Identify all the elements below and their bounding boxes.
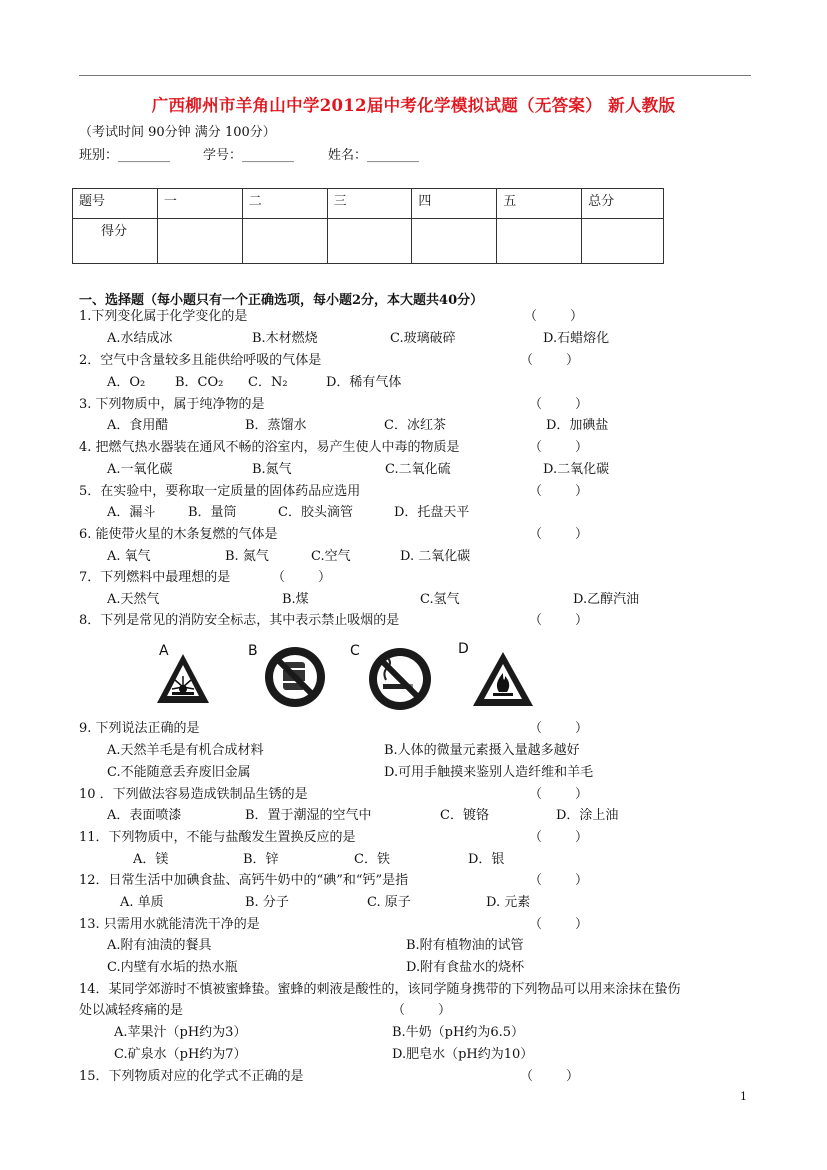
answer-blank: （ ） xyxy=(529,830,589,845)
option: B.氮气 xyxy=(252,462,292,477)
question-stem: 3. 下列物质中，属于纯净物的是 xyxy=(79,397,265,412)
option: D.肥皂水（pH约为10） xyxy=(392,1047,534,1062)
option: A．镁 xyxy=(133,852,169,867)
option: A.天然气 xyxy=(107,592,160,607)
option: B.木材燃烧 xyxy=(252,331,318,346)
sign-d xyxy=(455,640,555,715)
question-stem: 2．空气中含量较多且能供给呼吸的气体是 xyxy=(79,353,322,368)
answer-blank: （ ） xyxy=(529,484,589,499)
option: D.可用手触摸来鉴别人造纤维和羊毛 xyxy=(384,765,594,780)
score-header-cell: 题号 xyxy=(73,189,158,219)
option: B.附有植物油的试管 xyxy=(406,938,524,953)
option: C.氢气 xyxy=(420,592,460,607)
question-stem: 11．下列物质中，不能与盐酸发生置换反应的是 xyxy=(79,830,356,845)
question-stem: 5．在实验中，要称取一定质量的固体药品应选用 xyxy=(79,484,361,499)
option: C.矿泉水（pH约为7） xyxy=(114,1047,247,1062)
answer-blank: （ ） xyxy=(520,1069,580,1084)
option: D.二氧化碳 xyxy=(543,462,610,477)
score-cell xyxy=(412,219,497,264)
answer-blank: （ ） xyxy=(529,440,589,455)
score-cell xyxy=(242,219,327,264)
exam-info: （考试时间 90分钟 满分 100分） xyxy=(79,125,276,140)
option: A.天然羊毛是有机合成材料 xyxy=(107,743,264,758)
option: A.水结成冰 xyxy=(107,331,173,346)
page-title: 广西柳州市羊角山中学2012届中考化学模拟试题（无答案） 新人教版 xyxy=(151,96,676,115)
question-stem: 8．下列是常见的消防安全标志，其中表示禁止吸烟的是 xyxy=(79,613,400,628)
option: A.苹果汁（pH约为3） xyxy=(114,1025,247,1040)
option: B．量筒 xyxy=(188,505,237,520)
option: C.不能随意丢弃废旧金属 xyxy=(107,765,251,780)
option: C．镀铬 xyxy=(440,808,489,823)
answer-blank: （ ） xyxy=(520,353,580,368)
option: A.附有油渍的餐具 xyxy=(107,938,212,953)
question-stem: 12．日常生活中加碘食盐、高钙牛奶中的“碘”和“钙”是指 xyxy=(79,873,409,888)
option: B.煤 xyxy=(282,592,309,607)
student-number-field: 学号：________ xyxy=(203,148,295,163)
score-header-cell: 一 xyxy=(157,189,242,219)
answer-blank: （ ） xyxy=(529,787,589,802)
score-cell xyxy=(157,219,242,264)
option: A. 氧气 xyxy=(107,549,151,564)
score-header-cell: 四 xyxy=(412,189,497,219)
score-table-header-row xyxy=(73,189,664,219)
score-cell xyxy=(327,219,412,264)
question-stem: 10 ．下列做法容易造成铁制品生锈的是 xyxy=(79,787,308,802)
option: D. 二氧化碳 xyxy=(400,549,471,564)
score-cell xyxy=(582,219,664,264)
option: B. 氮气 xyxy=(225,549,269,564)
option: B．蒸馏水 xyxy=(245,418,307,433)
option: C.玻璃破碎 xyxy=(390,331,456,346)
option: B.牛奶（pH约为6.5） xyxy=(392,1025,525,1040)
sign-label: D xyxy=(458,641,469,657)
question-stem: 13. 只需用水就能清洗干净的是 xyxy=(79,917,260,932)
score-header-cell: 三 xyxy=(327,189,412,219)
answer-blank: （ ） xyxy=(529,397,589,412)
option: D．银 xyxy=(468,852,505,867)
option: C. 原子 xyxy=(367,895,411,910)
sign-label: A xyxy=(159,643,169,659)
question-stem: 15．下列物质对应的化学式不正确的是 xyxy=(79,1069,304,1084)
option: C.内壁有水垢的热水瓶 xyxy=(107,960,238,975)
sign-a xyxy=(150,640,240,715)
option: A．漏斗 xyxy=(107,505,156,520)
option: C．N₂ xyxy=(248,375,288,390)
question-stem: 14．某同学郊游时不慎被蜜蜂蛰。蜜蜂的刺液是酸性的，该同学随身携带的下列物品可以用来涂抹在蛰伤 xyxy=(79,982,681,997)
score-cell xyxy=(497,219,582,264)
class-field: 班别：________ xyxy=(79,148,171,163)
option: B. 分子 xyxy=(245,895,289,910)
header-rule xyxy=(79,75,751,76)
option: C.二氧化硫 xyxy=(385,462,451,477)
option: A．O₂ xyxy=(107,375,146,390)
option: A. 单质 xyxy=(120,895,164,910)
no-smoking-icon xyxy=(350,640,450,715)
answer-blank: （ ） xyxy=(392,1003,452,1018)
question-stem: 4. 把燃气热水器装在通风不畅的浴室内，易产生使人中毒的物质是 xyxy=(79,440,460,455)
option: A．食用醋 xyxy=(107,418,169,433)
flammable-warning-icon xyxy=(455,640,555,715)
sign-label: C xyxy=(350,643,360,659)
sign-c xyxy=(350,640,450,715)
score-table-score-row xyxy=(73,219,664,264)
answer-blank: （ ） xyxy=(529,721,589,736)
option: D．加碘盐 xyxy=(546,418,609,433)
sign-label: B xyxy=(248,643,258,659)
answer-blank: （ ） xyxy=(529,527,589,542)
option: B．置于潮湿的空气中 xyxy=(245,808,372,823)
option: B．锌 xyxy=(243,852,279,867)
answer-blank: （ ） xyxy=(529,917,589,932)
option: C.空气 xyxy=(311,549,351,564)
score-header-cell: 总分 xyxy=(582,189,664,219)
student-name-field: 姓名：________ xyxy=(328,148,420,163)
question-stem: 6. 能使带火星的木条复燃的气体是 xyxy=(79,527,278,542)
option: D．托盘天平 xyxy=(394,505,470,520)
prohibition-barrel-icon xyxy=(245,640,355,715)
option: B．CO₂ xyxy=(175,375,224,390)
question-stem: 1.下列变化属于化学变化的是 xyxy=(79,309,248,324)
option: C．冰红茶 xyxy=(384,418,446,433)
option: C．铁 xyxy=(354,852,390,867)
option: A．表面喷漆 xyxy=(107,808,182,823)
question-stem: 7．下列燃料中最理想的是 xyxy=(79,570,231,585)
option: D.石蜡熔化 xyxy=(543,331,610,346)
option: D．涂上油 xyxy=(556,808,619,823)
question-stem-continued: 处以减轻疼痛的是 xyxy=(79,1003,184,1018)
option: D.附有食盐水的烧杯 xyxy=(406,960,525,975)
section-title: 一、选择题（每小题只有一个正确选项，每小题2分，本大题共40分） xyxy=(79,293,484,308)
score-row-label: 得分 xyxy=(73,219,158,264)
question-stem: 9. 下列说法正确的是 xyxy=(79,721,200,736)
score-header-cell: 五 xyxy=(497,189,582,219)
option: C．胶头滴管 xyxy=(278,505,353,520)
score-table xyxy=(72,188,664,264)
sign-b xyxy=(245,640,355,715)
answer-blank: （ ） xyxy=(272,570,332,585)
option: A.一氧化碳 xyxy=(107,462,173,477)
page-number: 1 xyxy=(740,1090,747,1103)
safety-signs xyxy=(150,640,710,715)
option: B.人体的微量元素摄入量越多越好 xyxy=(384,743,580,758)
option: D. 元素 xyxy=(486,895,531,910)
score-header-cell: 二 xyxy=(242,189,327,219)
answer-blank: （ ） xyxy=(529,613,589,628)
answer-blank: （ ） xyxy=(529,873,589,888)
answer-blank: （ ） xyxy=(524,309,584,324)
option: D．稀有气体 xyxy=(326,375,402,390)
option: D.乙醇汽油 xyxy=(573,592,640,607)
